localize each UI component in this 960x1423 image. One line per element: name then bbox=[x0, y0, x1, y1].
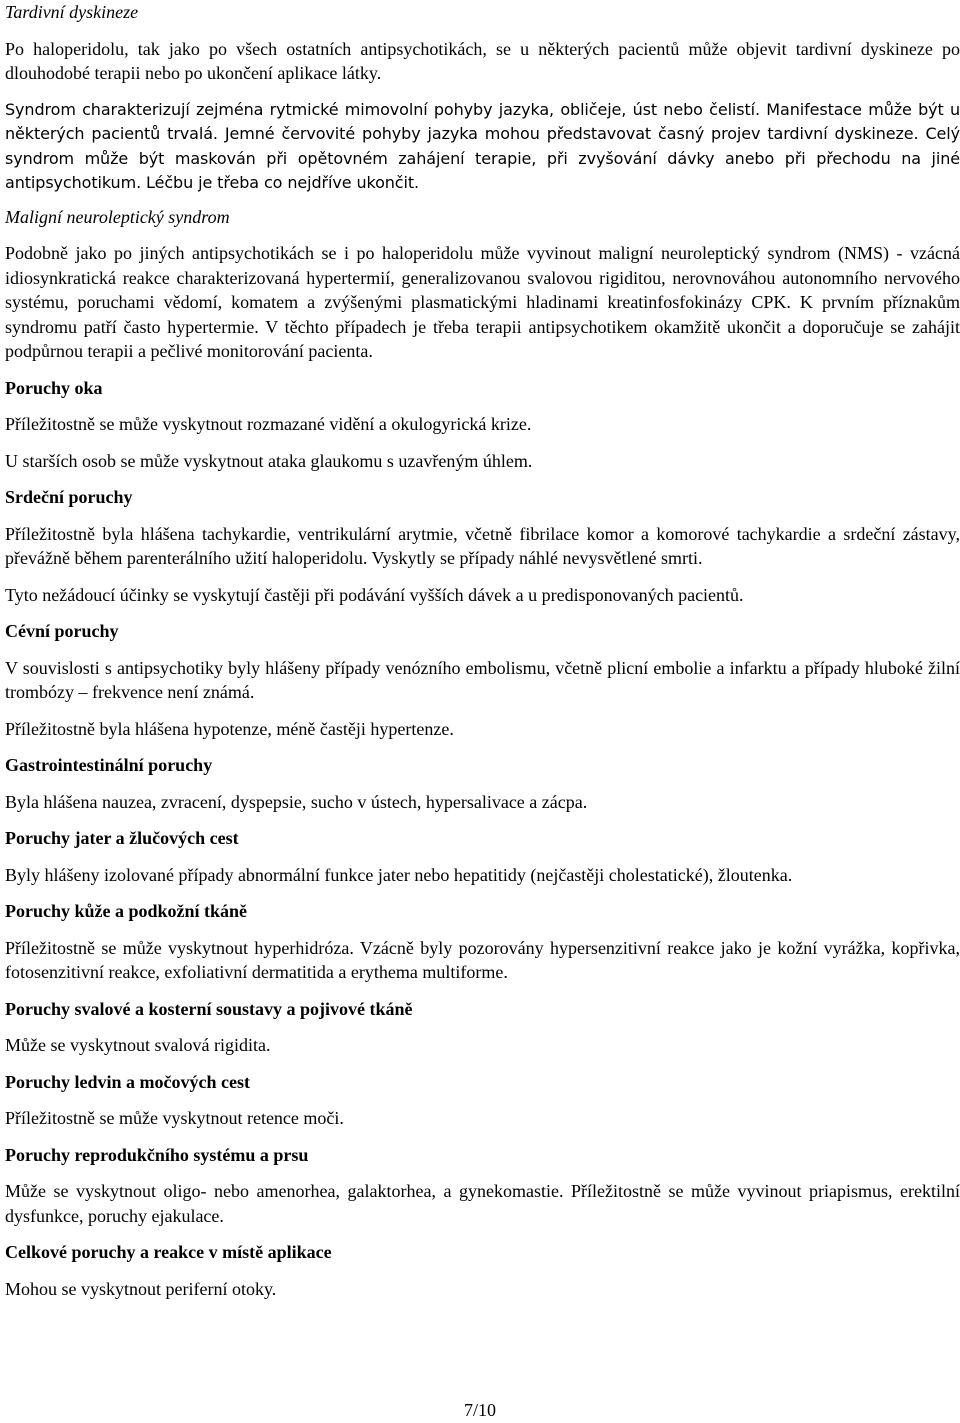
paragraph-nms-1: Podobně jako po jiných antipsychotikách se i po haloperidolu může vyvinout maligní neuroleptický syndrom (NMS) - vzácná idiosynkratická reakce charakterizovaná hypertermií, generalizovanou svalovou rigiditou, nerovnováhou autonomního nervového systému, poruchami vědomí, komatem a zvýšenými plasmatickými hladinami kreatinfosfokinázy CPK. K prvním příznakům syndromu patří často hypertermie. V těchto případech je třeba terapii antipsychotikem okamžitě ukončit a doporučuje se zahájit podpůrnou terapii a pečlivé monitorování pacienta. bbox=[5, 243, 960, 361]
paragraph-general-1: Mohou se vyskytnout periferní otoky. bbox=[5, 1278, 277, 1299]
paragraph-gi-1: Byla hlášena nauzea, zvracení, dyspepsie, sucho v ústech, hypersalivace a zácpa. bbox=[5, 791, 588, 812]
heading-gi-disorders: Gastrointestinální poruchy bbox=[5, 755, 213, 775]
paragraph-reproductive-1: Může se vyskytnout oligo- nebo amenorhea, galaktorhea, a gynekomastie. Příležitostně se může vyvinout priapismus, erektilní dysfunkce, poruchy ejakulace. bbox=[5, 1181, 960, 1226]
paragraph-musculoskeletal-1: Může se vyskytnout svalová rigidita. bbox=[5, 1035, 271, 1055]
paragraph-renal-1: Příležitostně se může vyskytnout retence moči. bbox=[5, 1108, 344, 1128]
paragraph-skin-1: Příležitostně se může vyskytnout hyperhidróza. Vzácně byly pozorovány hypersenzitivní reakce jako je kožní vyrážka, kopřivka, fotosenzitivní reakce, exfoliativní dermatitida a erythema multiforme. bbox=[5, 937, 960, 982]
paragraph-tardive-1: Po haloperidolu, tak jako po všech ostatních antipsychotikách, se u některých pacientů může objevit tardivní dyskineze po dlouhodobé terapii nebo po ukončení aplikace látky. bbox=[5, 38, 960, 83]
heading-vascular-disorders: Cévní poruchy bbox=[5, 621, 119, 641]
heading-eye-disorders: Poruchy oka bbox=[5, 377, 103, 398]
paragraph-liver-1: Byly hlášeny izolované případy abnormální funkce jater nebo hepatitidy (nejčastěji cholestatické), žloutenka. bbox=[5, 864, 793, 885]
heading-reproductive-disorders: Poruchy reprodukčního systému a prsu bbox=[5, 1144, 309, 1165]
heading-skin-disorders: Poruchy kůže a podkožní tkáně bbox=[5, 901, 248, 921]
page-content bbox=[5, 0, 960, 1301]
heading-liver-disorders: Poruchy jater a žlučových cest bbox=[5, 828, 239, 848]
paragraph-tardive-2: Syndrom charakterizují zejména rytmické mimovolní pohyby jazyka, obličeje, úst nebo čelistí. Manifestace může být u některých pacientů trvalá. Jemné červovité pohyby jazyka mohou představovat časný projev tardivní dyskineze. Celý syndrom může být maskován při opětovném zahájení terapie, při zvyšování dávky anebo při přechodu na jiné antipsychotikum. Léčbu je třeba co nejdříve ukončit. bbox=[5, 99, 960, 192]
paragraph-cardiac-2: Tyto nežádoucí účinky se vyskytují častěji při podávání vyšších dávek a u predisponovaných pacientů. bbox=[5, 584, 744, 605]
page-number: 7/10 bbox=[463, 1400, 496, 1420]
heading-musculoskeletal-disorders: Poruchy svalové a kosterní soustavy a pojivové tkáně bbox=[5, 998, 413, 1019]
paragraph-eye-2: U starších osob se může vyskytnout ataka glaukomu s uzavřeným úhlem. bbox=[5, 450, 533, 471]
heading-general-disorders: Celkové poruchy a reakce v místě aplikace bbox=[5, 1242, 332, 1262]
heading-renal-disorders: Poruchy ledvin a močových cest bbox=[5, 1071, 250, 1092]
heading-tardive-dyskinesia: Tardivní dyskineze bbox=[5, 2, 139, 22]
paragraph-vascular-1: V souvislosti s antipsychotiky byly hlášeny případy venózního embolismu, včetně plicní embolie a infarktu a případy hluboké žilní trombózy – frekvence není známá. bbox=[5, 657, 960, 702]
paragraph-cardiac-1: Příležitostně byla hlášena tachykardie, ventrikulární arytmie, včetně fibrilace komor a komorové tachykardie a srdeční zástavy, převážně během parenterálního užití haloperidolu. Vyskytly se případy náhlé nevysvětlené smrti. bbox=[5, 523, 960, 568]
heading-nms: Maligní neuroleptický syndrom bbox=[5, 206, 230, 227]
paragraph-vascular-2: Příležitostně byla hlášena hypotenze, méně častěji hypertenze. bbox=[5, 718, 454, 739]
heading-cardiac-disorders: Srdeční poruchy bbox=[5, 487, 133, 507]
paragraph-eye-1: Příležitostně se může vyskytnout rozmazané vidění a okulogyrická krize. bbox=[5, 414, 532, 434]
